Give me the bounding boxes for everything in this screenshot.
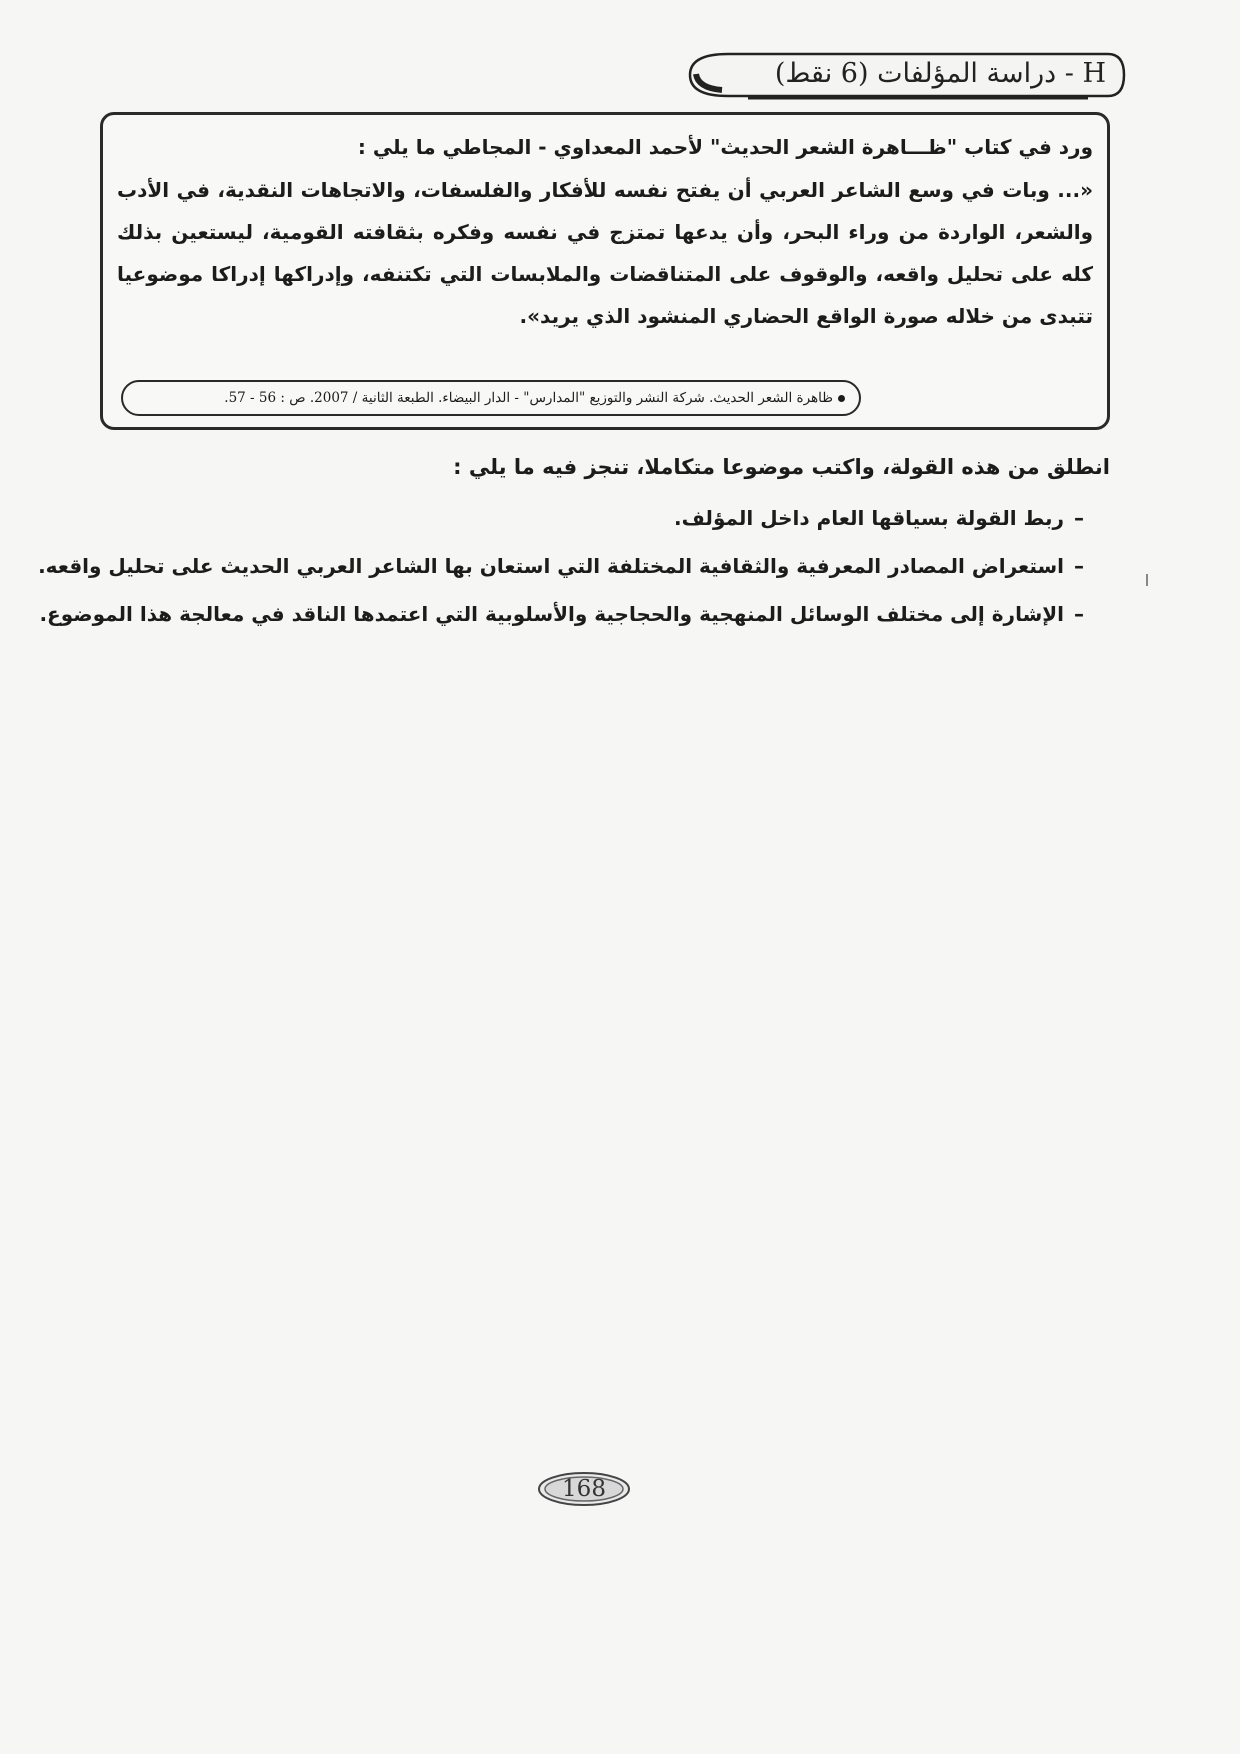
quote-text: «... وبات في وسع الشاعر العربي أن يفتح نفسه للأفكار والفلسفات، والاتجاهات النقدية، في الأدب والشعر، الواردة من وراء البحر، وأن يدعها تمتزج في نفسه وفكره بثقافته القومية، ليستعين بذلك كله على تحليل واقعه، والوقوف على المتناقضات والملابسات التي تكتنفه، وإدراكها إدراكا موضوعيا تتبدى من خلاله صورة الواقع الحضاري المنشود الذي يريد». (117, 178, 1093, 328)
page-number (536, 1470, 632, 1508)
instruction-lead: انطلق من هذه القولة، واكتب موضوعا متكاملا، تنجز فيه ما يلي : (453, 455, 1110, 479)
bullet-icon (838, 395, 845, 402)
section-header (688, 48, 1128, 102)
source-citation (121, 380, 861, 416)
margin-mark (1146, 574, 1148, 586)
source-citation-text: ظاهرة الشعر الحديث. شركة النشر والتوزيع "المدارس" - الدار البيضاء. الطبعة الثانية / 2007. ص : 56 - 57. (224, 390, 833, 406)
section-title: H - دراسة المؤلفات (6 نقط) (774, 58, 1106, 89)
source-citation-line (135, 387, 845, 409)
task-text: استعراض المصادر المعرفية والثقافية المختلفة التي استعان بها الشاعر العربي الحديث على تحليل واقعه. (38, 554, 1064, 578)
task-item (38, 550, 1084, 582)
page-number-text: 168 (562, 1476, 606, 1502)
dash-icon: – (1074, 554, 1084, 578)
task-item (110, 502, 1084, 534)
instructions (38, 448, 1110, 630)
dash-icon: – (1074, 506, 1084, 530)
quote-intro: ورد في كتاب "ظـــاهرة الشعر الحديث" لأحمد المعداوي - المجاطي ما يلي : (357, 135, 1093, 159)
dash-icon: – (1074, 602, 1084, 626)
task-item (39, 598, 1084, 630)
task-text: ربط القولة بسياقها العام داخل المؤلف. (674, 506, 1064, 530)
quote-box (100, 112, 1110, 430)
task-text: الإشارة إلى مختلف الوسائل المنهجية والحجاجية والأسلوبية التي اعتمدها الناقد في معالجة هذا الموضوع. (39, 602, 1064, 626)
